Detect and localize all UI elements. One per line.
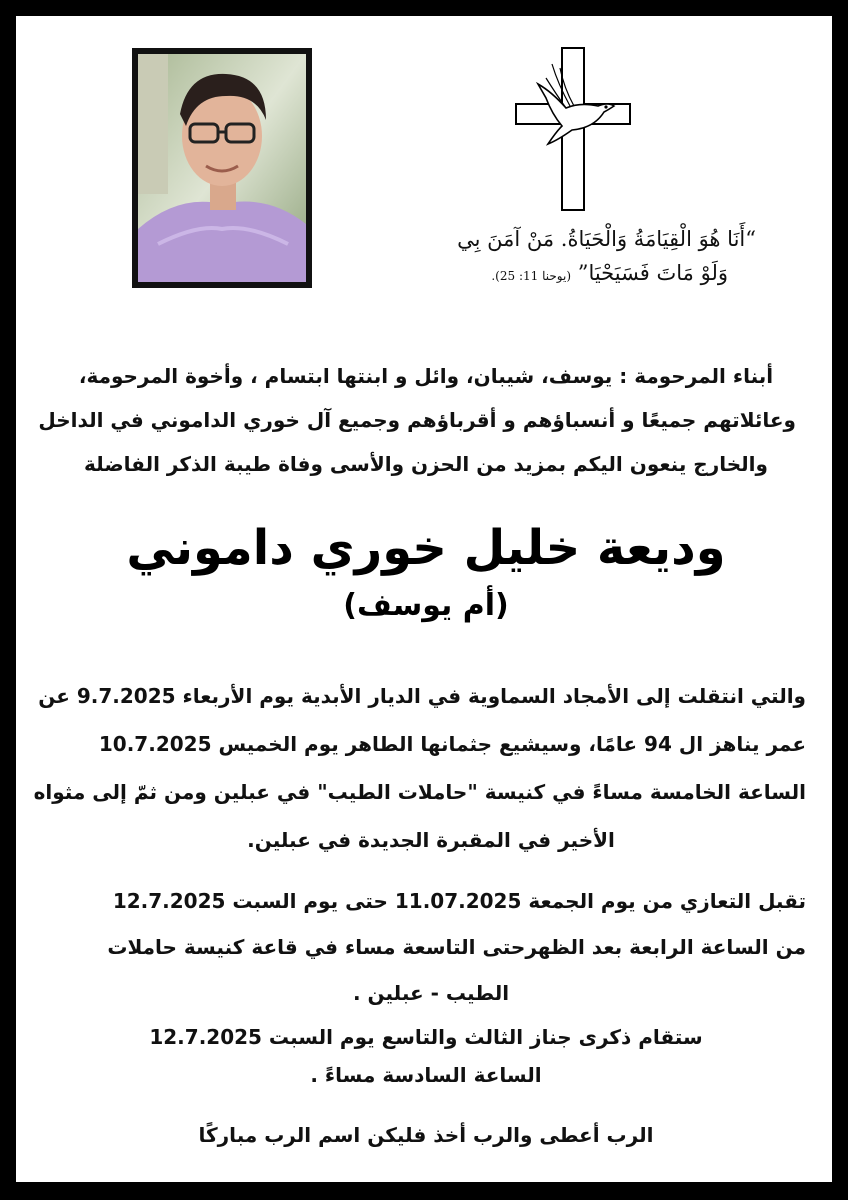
condolences-info xyxy=(56,878,806,1016)
portrait-photo xyxy=(132,48,312,288)
condolences-line-2: من الساعة الرابعة بعد الظهرحتى التاسعة مساء في قاعة كنيسة حاملات xyxy=(107,935,806,959)
intro-line-2: وعائلاتهم جميعًا و أنسباؤهم و أقرباؤهم وجميع آل خوري الداموني في الداخل xyxy=(38,408,796,432)
funeral-details xyxy=(33,672,806,864)
condolences-line-1: تقبل التعازي من يوم الجمعة 11.07.2025 حتى يوم السبت 12.7.2025 xyxy=(112,889,806,913)
deceased-name: وديعة خليل خوري داموني xyxy=(126,520,726,576)
verse-line-2 xyxy=(396,256,756,293)
verse-reference: (يوحنا 11: 25). xyxy=(491,269,572,283)
verse-line-1: “أَنَا هُوَ الْقِيَامَةُ وَالْحَيَاةُ. مَنْ آمَنَ بِي xyxy=(457,227,756,251)
obituary-page xyxy=(16,16,832,1182)
condolences-line-3: الطيب - عبلين . xyxy=(352,981,510,1005)
details-line-3: الساعة الخامسة مساءً في كنيسة "حاملات الطيب" في عبلين ومن ثمّ إلى مثواه xyxy=(33,780,806,804)
memorial-line-2: الساعة السادسة مساءً . xyxy=(310,1063,542,1087)
details-line-4: الأخير في المقبرة الجديدة في عبلين. xyxy=(247,828,615,852)
deceased-nickname: (أم يوسف) xyxy=(343,588,509,623)
details-line-1: والتي انتقلت إلى الأمجاد السماوية في الديار الأبدية يوم الأربعاء 9.7.2025 عن xyxy=(38,684,806,708)
details-line-2: عمر يناهز ال 94 عامًا، وسيشيع جثمانها الطاهر يوم الخميس 10.7.2025 xyxy=(98,732,806,756)
memorial-service-info xyxy=(56,1018,796,1094)
intro-line-3: والخارج ينعون اليكم بمزيد من الحزن والأسى وفاة طيبة الذكر الفاضلة xyxy=(84,452,768,476)
portrait-image xyxy=(138,54,306,282)
intro-line-1: أبناء المرحومة : يوسف، شيبان، وائل و ابنتها ابتسام ، وأخوة المرحومة، xyxy=(78,364,774,388)
memorial-line-1: ستقام ذكرى جناز الثالث والتاسع يوم السبت 12.7.2025 xyxy=(149,1025,703,1049)
verse-line-2-text: وَلَوْ مَاتَ فَسَيَحْيَا” xyxy=(577,261,728,285)
cross-with-dove-icon xyxy=(508,44,638,214)
closing-prayer xyxy=(56,1118,796,1152)
bible-verse xyxy=(396,222,756,293)
announcement-intro xyxy=(38,354,796,486)
closing-line-1: الرب أعطى والرب أخذ فليكن اسم الرب مباركًا xyxy=(198,1123,654,1147)
